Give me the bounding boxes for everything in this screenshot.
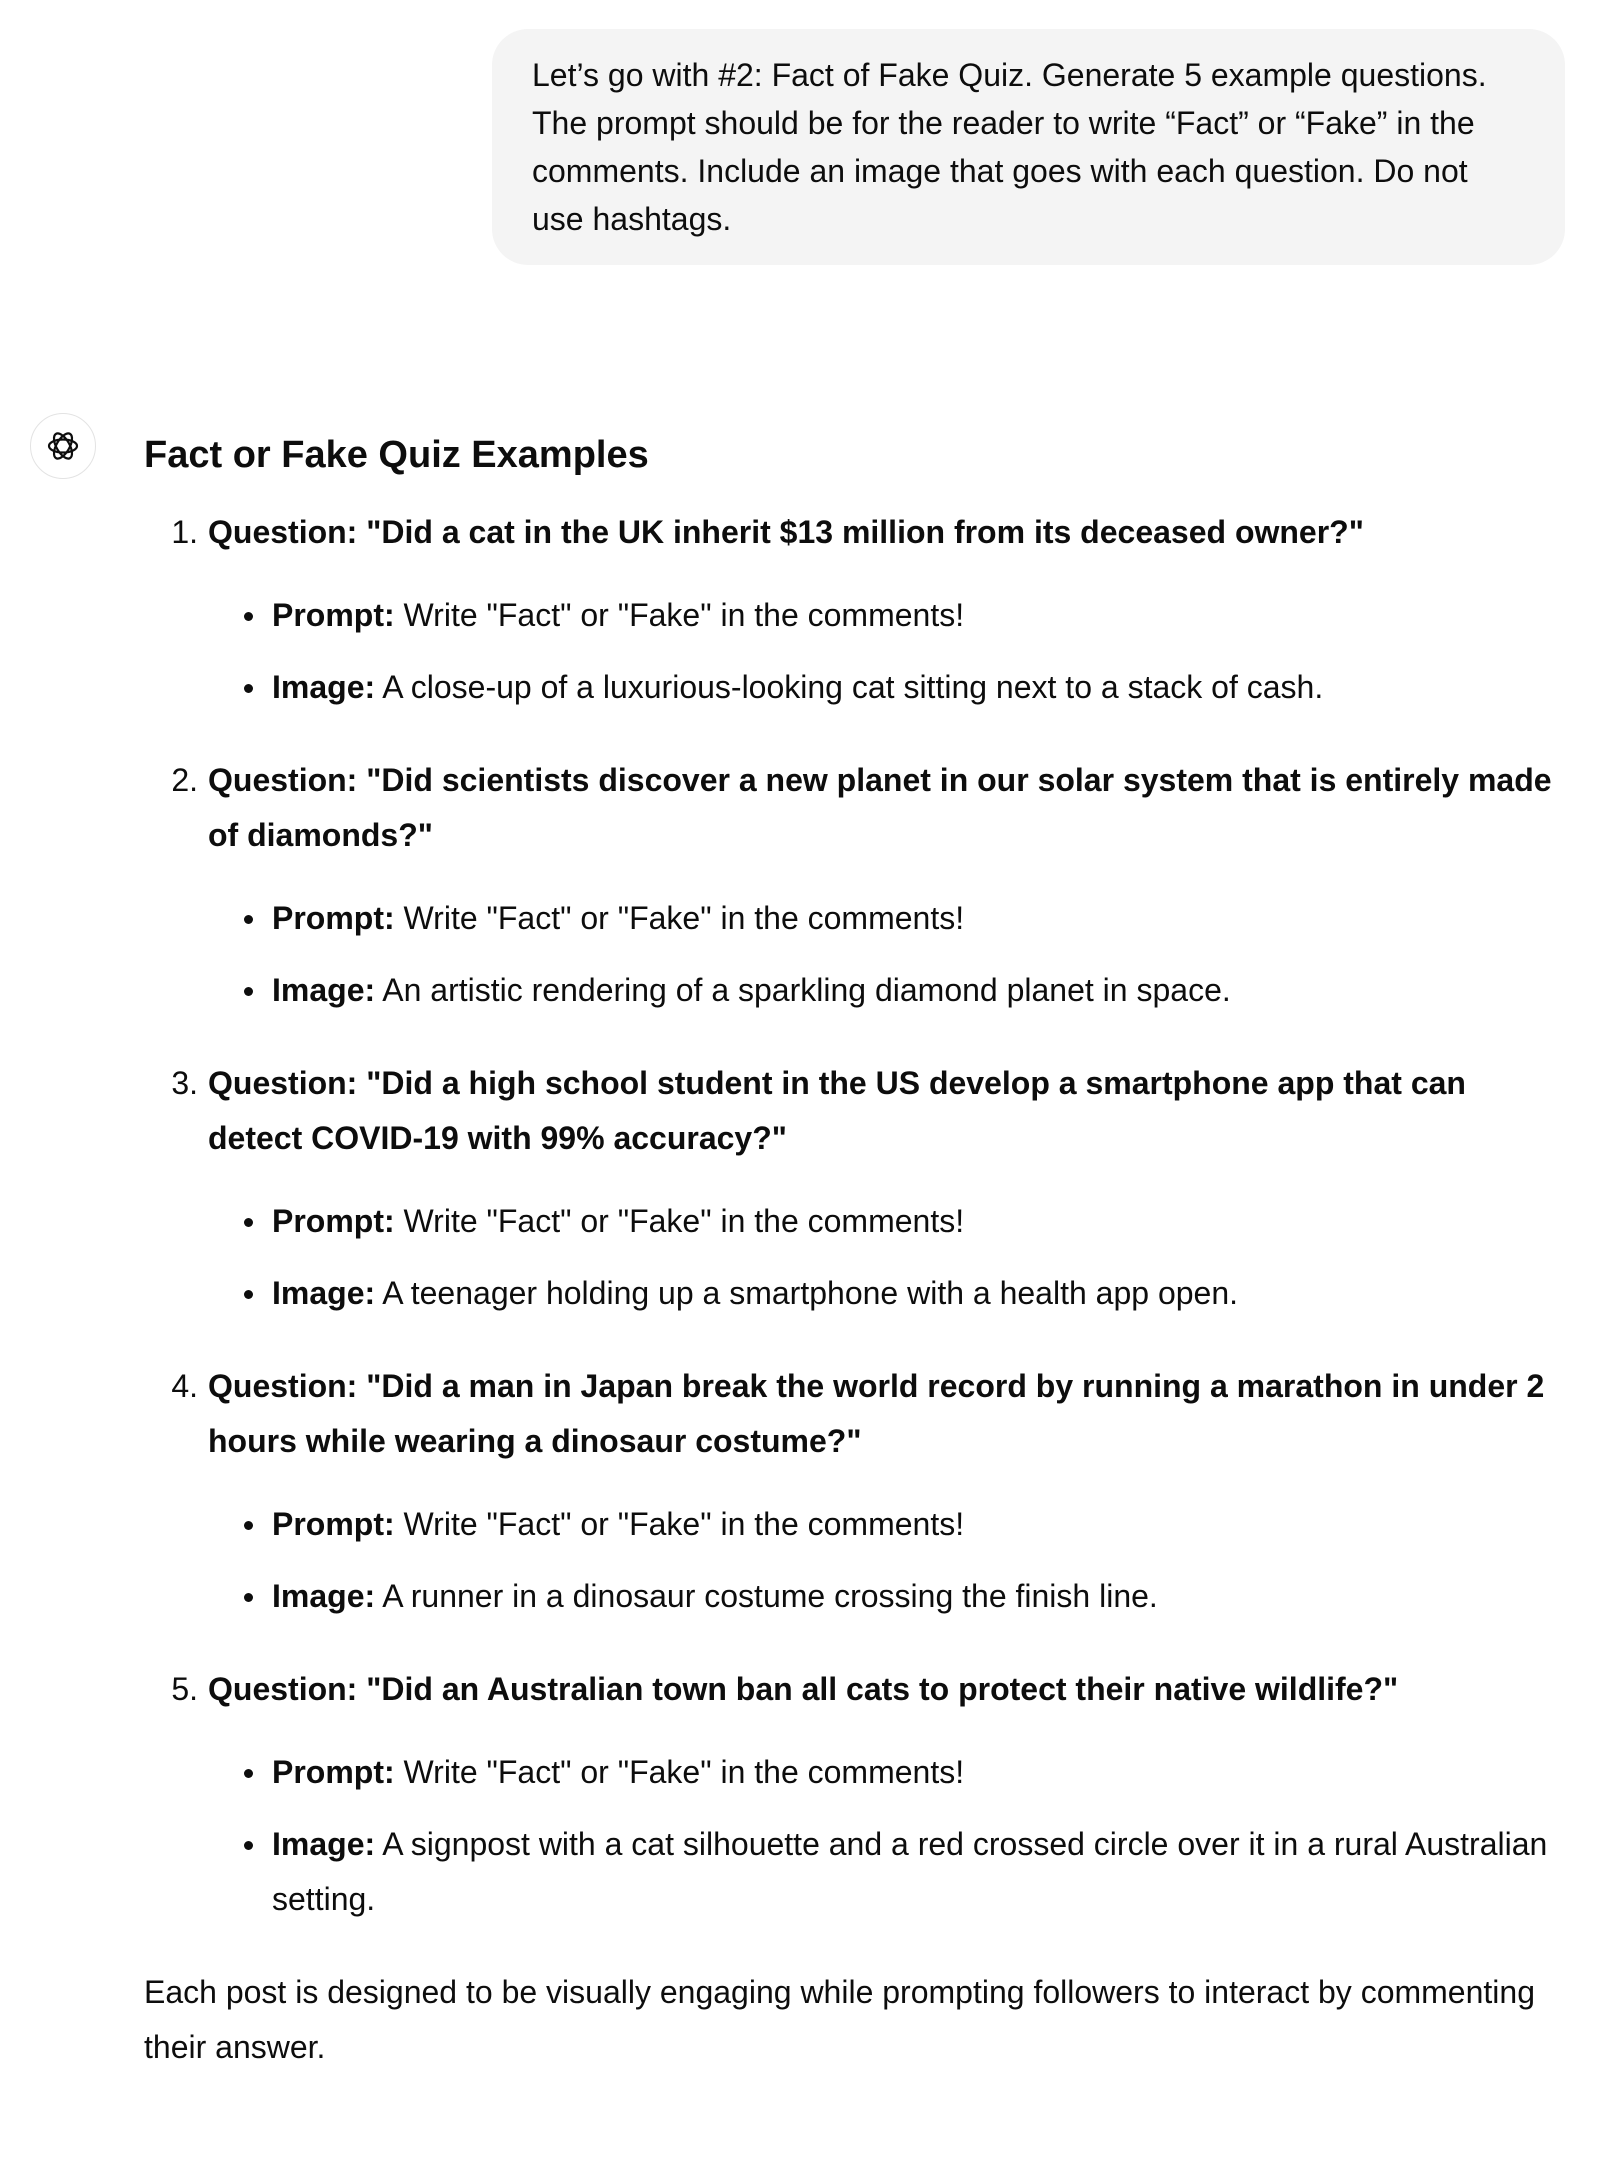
question-text	[208, 1056, 1564, 1166]
question-label: Question:	[208, 1671, 358, 1707]
user-message-bubble	[492, 29, 1565, 265]
bullet-icon	[244, 1521, 253, 1530]
image-label: Image:	[272, 669, 376, 705]
prompt-item	[208, 891, 1564, 946]
image-text: A runner in a dinosaur costume crossing the finish line.	[382, 1578, 1158, 1614]
response-heading: Fact or Fake Quiz Examples	[144, 434, 649, 476]
question-number: 3.	[171, 1065, 198, 1101]
prompt-text: Write "Fact" or "Fake" in the comments!	[403, 1203, 965, 1239]
question-body: "Did a cat in the UK inherit $13 million from its deceased owner?"	[366, 514, 1364, 550]
assistant-content	[144, 405, 1564, 2075]
bullet-icon	[244, 684, 253, 693]
prompt-text: Write "Fact" or "Fake" in the comments!	[403, 597, 965, 633]
openai-logo-svg	[43, 426, 83, 466]
prompt-text: Write "Fact" or "Fake" in the comments!	[403, 1506, 965, 1542]
question-number: 5.	[171, 1671, 198, 1707]
question-number: 4.	[171, 1368, 198, 1404]
question-label: Question:	[208, 762, 358, 798]
prompt-item	[208, 1194, 1564, 1249]
question-details	[208, 891, 1564, 1018]
image-label: Image:	[272, 972, 376, 1008]
bullet-icon	[244, 1593, 253, 1602]
user-message-text: Let’s go with #2: Fact of Fake Quiz. Generate 5 example questions. The prompt should be for the reader to write “Fact” or “Fake” in the comments. Include an image that goes with each question. Do not use hashtags.	[532, 57, 1487, 237]
question-label: Question:	[208, 1368, 358, 1404]
question-text	[208, 1662, 1564, 1717]
question-label: Question:	[208, 1065, 358, 1101]
prompt-label: Prompt:	[272, 1754, 395, 1790]
question-item	[144, 1056, 1564, 1321]
openai-logo-icon	[30, 413, 96, 479]
image-text: A close-up of a luxurious-looking cat sitting next to a stack of cash.	[382, 669, 1324, 705]
image-text: A signpost with a cat silhouette and a red crossed circle over it in a rural Australian setting.	[272, 1826, 1548, 1917]
question-text	[208, 753, 1564, 863]
prompt-label: Prompt:	[272, 900, 395, 936]
bullet-icon	[244, 1769, 253, 1778]
prompt-item	[208, 588, 1564, 643]
prompt-text: Write "Fact" or "Fake" in the comments!	[403, 1754, 965, 1790]
image-item	[208, 1266, 1564, 1321]
image-item	[208, 963, 1564, 1018]
prompt-label: Prompt:	[272, 1203, 395, 1239]
question-item	[144, 753, 1564, 1018]
image-text: An artistic rendering of a sparkling diamond planet in space.	[382, 972, 1231, 1008]
image-item	[208, 660, 1564, 715]
bullet-icon	[244, 1218, 253, 1227]
prompt-label: Prompt:	[272, 597, 395, 633]
question-body: "Did scientists discover a new planet in our solar system that is entirely made of diamonds?"	[208, 762, 1552, 853]
question-text	[208, 1359, 1564, 1469]
bullet-icon	[244, 1290, 253, 1299]
image-label: Image:	[272, 1578, 376, 1614]
questions-list	[144, 505, 1564, 1927]
question-details	[208, 1194, 1564, 1321]
bullet-icon	[244, 987, 253, 996]
bullet-icon	[244, 612, 253, 621]
image-item	[208, 1569, 1564, 1624]
image-text: A teenager holding up a smartphone with a health app open.	[382, 1275, 1239, 1311]
question-body: "Did an Australian town ban all cats to protect their native wildlife?"	[366, 1671, 1399, 1707]
image-label: Image:	[272, 1275, 376, 1311]
question-body: "Did a high school student in the US develop a smartphone app that can detect COVID-19 with 99% accuracy?"	[208, 1065, 1466, 1156]
image-item	[208, 1817, 1564, 1927]
bullet-icon	[244, 1841, 253, 1850]
question-item	[144, 1359, 1564, 1624]
question-item	[144, 1662, 1564, 1927]
question-details	[208, 588, 1564, 715]
question-number: 2.	[171, 762, 198, 798]
question-number: 1.	[171, 514, 198, 550]
bullet-icon	[244, 915, 253, 924]
prompt-item	[208, 1745, 1564, 1800]
question-details	[208, 1497, 1564, 1624]
question-details	[208, 1745, 1564, 1927]
closing-paragraph: Each post is designed to be visually engaging while prompting followers to interact by commenting their answer.	[144, 1974, 1535, 2065]
question-text	[208, 505, 1564, 560]
prompt-text: Write "Fact" or "Fake" in the comments!	[403, 900, 965, 936]
image-label: Image:	[272, 1826, 376, 1862]
question-body: "Did a man in Japan break the world record by running a marathon in under 2 hours while wearing a dinosaur costume?"	[208, 1368, 1545, 1459]
prompt-label: Prompt:	[272, 1506, 395, 1542]
prompt-item	[208, 1497, 1564, 1552]
question-label: Question:	[208, 514, 358, 550]
question-item	[144, 505, 1564, 715]
